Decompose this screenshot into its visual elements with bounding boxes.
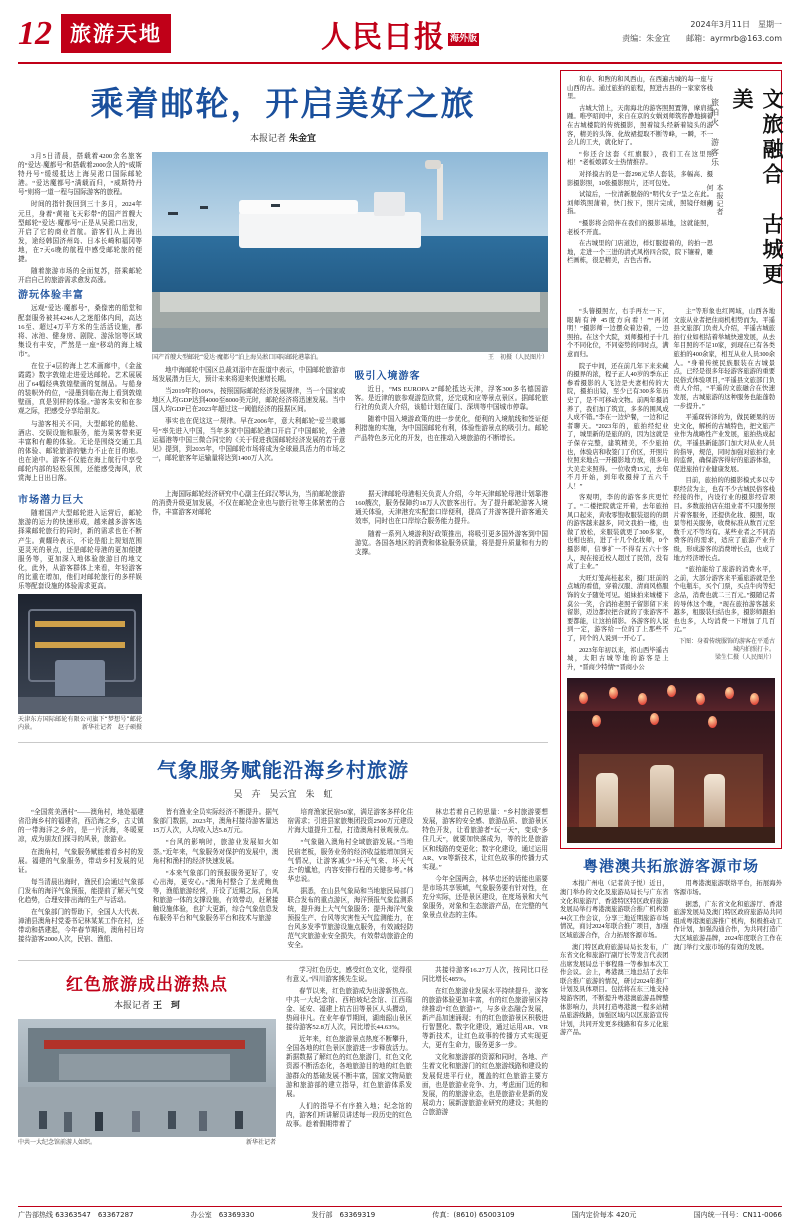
article2-col4 xyxy=(422,808,548,953)
a4-p: “头簪摄照左，右手再左一下，眼睛有神 45度方向看！”“再闭明！”摄影师一边摆众着边着，一边照拍。在这个大院，刘师摄相子十几个不同化位，不同姿势的同时点，满意而归。 xyxy=(567,308,669,358)
a4-p: “旅拍能给了旅游的消费水平，之前，大部分游客来平遥旅游就是坐个电瓶车，买个门票，买点牛肉等纪念品，消费也就二三百元。”摄随记者的导体这个晚，“现在旅拍游客越来越多，租服装归结也多，摄影师跟拍也也多，人均消费一下增加了几百元。” xyxy=(673,566,775,634)
cruise-photo-credit: 王 初摄（人民图片） xyxy=(487,354,548,361)
a4-p: 在古城里的门店道边，样灯服提着的，的拍一思地，走进一个三进的清式风格四合院，院下镶着，雕栏画栋，很是精美，古色古香。 xyxy=(567,240,713,265)
lead-p: 事实也在促这这一规律。早在2006年，意大利邮轮“爱兰歌娜号”率先进入中国，当年多家中国邮轮港口开启了中国邮轮，全港运福港等中国三微合同完的《关于促进我国邮轮经济发展的若干意见》提到，到2035年，中国邮轮市场将成为全球最具活力的市场之一，邮轮旅客年运输量将达到1400万人次。 xyxy=(152,418,346,462)
footer-office: 办公室 63369330 xyxy=(190,1211,255,1219)
red-caption-credit: 新华社记者 xyxy=(245,1138,276,1146)
a4-p: 试镜后，一位清新脱俗的“明代女子”呈之在此。刘师筑照蒲着，快门按下，照片完成，照镜仔细向指。 xyxy=(567,191,713,216)
paper-title xyxy=(321,12,479,56)
a5-p: 据悉，广东省文化和旅游厅、香港旅游发展局及澳门特区政府旅游局共同组成粤港澳旅游推广机构，积极推动工作计划，加强沟通合作，为共同打造广大区域旅游品牌，2024年度联合工作在澳门举行文旅市场的有效的发展。 xyxy=(673,900,782,951)
lead-headline: 乘着邮轮，开启美好之旅 xyxy=(90,84,476,123)
lead-p: 3月5日清晨，搭载着4200余名旅客的“爱达·魔都号”和搭载着2000余人的“威斯特丹号”缓缓抵达上海吴淞口国际邮轮港。“爱达魔都号”满载而归，“威斯特丹号”则将一道一程与国际游客的旅程。 xyxy=(18,153,142,197)
article5-headline: 粤港澳共拓旅游客源市场 xyxy=(582,857,759,876)
footer-ad-phone: 广告部热线 63363547 63367287 xyxy=(18,1211,134,1219)
article4-subtitle: 旅拍火 游客乐 xyxy=(710,98,720,168)
article4-col1b xyxy=(567,308,669,675)
a2-p: “全国赏美酒村”——澳角村，地处福建省沿海乡村的福建省，西沿海之乡，古丈镇的一带海洋之乡的，是一片沃海，冬暖夏凉，成为朋友们探寻的风景，旅游业。 xyxy=(18,809,144,844)
a2-p: 皆有渔业全员实际经济不断提升。据气象部门数据，2023年，澳角村接待游客量达15万人次，人均收入达5.8万元。 xyxy=(152,809,279,835)
lead-p: 随着国产大型邮轮进入运营后，邮轮旅游的运力的快速形成，越来越多游客选择乘邮轮旅行的同时，新的需求也在不断产生。黄耀玲表示，不论是船上规划范围更灵光的景点，还是邮轮母港的更加便捷服务等，更加深入地体验旅游目的地文化，此外，从游客群体上来看，年轻游客的比重在增加，他们对邮轮旅行的多样娱乐等配套设施的体验需求更高。 xyxy=(18,510,142,591)
a3-p: 近年来，红色旅游景点热度不断攀升，全国各地的红色景区旅游进一步释放活力。新据数据了解红色的红色旅游门，红色文化资源不断活态化，各地旅游目的地的红色旅游群众的基础发展不断丰富，国家文物局旅游和旅游部的建立指导，红色旅游体系发展。 xyxy=(286,1036,412,1098)
lead-p: 随着旅游市场的全面复苏，搭乘邮轮开启自己的旅游需求愈发高涨。 xyxy=(18,268,142,285)
article2 xyxy=(18,742,548,953)
a4-p: 主”等形象也红网域，山西各地文旅从业者把住商机相势而为。平遥县文旅部门负责人介绍，平遥古城旅拍行业如相结着举城快速发展，从去年目照的不足10家，到现在已有各类旅拍的400余家，相互从业人员300余人。“身着传统民族服装在古城景点，已经是很多年轻游客旅游的重要民俗式体验项目，”平遥县文旅部门负责人介绍，“平遥的文旅融合在快速发展，古城旅游的这种服务也能蓬勃一步提升。” xyxy=(673,308,775,410)
page-footer xyxy=(18,1206,782,1220)
a3-p: 在红色旅游业发展水平持续提升，游客的旅游体验更加丰富，有的红色旅游景区持续推动“红色旅游+”，与多业态融合发展，新产品加速涌现；有的红色旅游景区积极进行智慧化、数字化建设，通过运用AR、VR等新技术，让红色故事的传播方式实现更大，更有生命力，服务更多一步。 xyxy=(422,987,548,1050)
masthead-rule xyxy=(18,62,782,64)
lead-col1c xyxy=(18,490,142,736)
a4-p: 2023年年初以来，祁山西毕遥古城，太阳古城等地的游客是上升，“晋商少特情”“晋商小公 xyxy=(567,646,669,671)
lead-subhead-2: 市场潜力巨大 xyxy=(18,495,84,507)
right-column xyxy=(560,70,782,1041)
lead-col2 xyxy=(152,366,346,466)
a4-p: 院子中间，还在前几年下来来藏的摄界的浓，程子正人40岁的季东正参看摄影的人飞边是夫妻相传的大院，摄拍出镜，至少已有300多年历史了，是不可移动文物。前两年摄消养了，我们加了筑宣，多多的围风成人成不错。”李在一边炉餐，一边和记者聊天。“2023年的，旅拍经纪业了，城里新的是旅的的，因为这就是子保存完整，建筑精美，不少旅拍也，体验店和收签门了价区，开照片位照来地点一开摄影地方放，很多电大美走来照得。一位收费15元，去年不月开始，到年收摄持了五六千人！” xyxy=(567,362,669,490)
ancient-city-night-photo xyxy=(567,678,775,843)
article2-byline: 吴 卉 吴云宜 朱 虹 xyxy=(233,790,333,801)
page-number: 12 xyxy=(18,14,52,52)
masthead-right xyxy=(622,18,782,46)
lead-p: 当2019年的106%，按照国际邮轮经济发展规律，当一个国家或地区人均GDP达到4000至8000美元时，邮轮经济将迅速发展。当中国人均GDP已在2023年超过这一阈值经济的报据区间。 xyxy=(152,388,346,414)
article4-byline-prefix: 本报记者 xyxy=(716,184,724,216)
lead-p: 随着中国入境游政策的进一步优化，便利的入境航线和签证便利措施的实施，为中国国邮轮有利，体验性游景点的吸引力。邮轮产品特色多元化的开发，也在推动入境旅游的不断增长。 xyxy=(354,416,548,442)
lead-p: 地中海邮轮中国区总裁刘淄中在报道中表示，中国邮轮旅游市场发展潜力巨大，预计未来将迎来快速增长期。 xyxy=(152,367,346,384)
main-column xyxy=(18,70,548,1151)
a5-p: 澳门特区政府旅游局局长发布，广东省文化和旅游厅副厅长等发言代表团出席发展局总干事程鼎一等参加本次工作会议。会上，粤港澳三地总结了去年联合推广旅游的情况，研讨2024年推广计划及具体项目。包括将在东三地支持境游客团，不断提升粤港澳旅游品牌整体影响力，共同打造粤港澳一程多站精品旅游线路，加强区域内以区旅游宣传计划，共同开发更多线路和有多元化旅游产品。 xyxy=(560,943,669,1037)
a2-p: 在澳角村，气象服务赋能着看乡村的发展。福建的气象服务，带动乡村发展的见证。 xyxy=(18,848,144,874)
a2-p: 每当清晨出海时，渔民们会通过气象部门发布的海洋气象预报，能提前了解天气变化趋势，合理安排出海的生产与活动。 xyxy=(18,878,144,904)
lead-byline-prefix: 本报记者 xyxy=(250,134,287,144)
page-content xyxy=(18,70,782,1188)
lead-p: 与游客相关不同，大型邮轮的船舱、酒店、交娱设施和服务，能为果客带来更丰富和有趣的体验。无论是围绕交通工具的体验、邮轮旅游的魅力不止在目的地。也在途中。游客不仅能在海上航行中享受邮轮内部的轻松氛围，还能感受海风，欣赏海上日出日落。 xyxy=(18,420,142,483)
lead-subhead-3: 吸引入境游客 xyxy=(354,371,421,382)
article3-col2 xyxy=(422,966,548,1151)
a3-p: 学习红色历史，感受红色文化，觉得很有意义。”四川游客熊先生说。 xyxy=(286,966,412,983)
lead-col3 xyxy=(355,366,549,466)
lead-p: 时间的指针拨回到三十多月，2024年元旦，身着“黄袍飞天彩带”的国产首艘大型邮轮“爱达·魔都号”正是从吴淞口出发，开启了它的商业首航。游客们从上海出发，途经韩国济州岛、日本长崎和福冈等地，在7天6晚的航程中感受邮轮旅的便捷。 xyxy=(18,201,142,264)
lead-p: 随着一系列入境游利好政策推出，将吸引更多国外游客到中国游览。各国各地区的消费和体验服务质量，将是提升质量和有力的支撑。 xyxy=(355,530,548,556)
red-tourism-photo xyxy=(18,1019,276,1137)
lead-p: 远观“爱达·魔都号”，桑像密的船堂和配套服务被其4246人之迷船体内间，高达16至、超过4万平方米的生活活设施，都将、冰池、健身房、剧院、游泳馆等区域集设有丰安，严然是一座“移动的海上城市”。 xyxy=(18,305,142,358)
editor-line: 责编：朱金宜 邮箱：ayrmrb@163.com xyxy=(622,34,782,43)
article4-body xyxy=(567,308,775,675)
lead-p: 近日，“MS EUROPA 2”邮轮抵达天津，浮客300多名德国游客。是近津的旅参观游览欣赏，还完成和应等景点景区。据邮轮旅行社的负责人介绍，该船计划在厦门、深圳等中国城市停靠。 xyxy=(354,386,548,412)
cruise-photo-caption-text: 国产首艘大型邮轮“爱达·魔都号”泊上海吴淞口国际邮轮港靠泊。 xyxy=(152,354,323,361)
a2-p: 今年全国两会，林华忠还的话能也需要是市场共享领域，气象服务要有针对性，在充分实际，还是景区建设，在度场景和大气象服务，对象和生态旅游产品，在完整的气象景点业态的主体。 xyxy=(422,875,548,920)
article3-headline: 红色旅游成出游热点 xyxy=(66,974,228,995)
a2-p: 林忠若着自己的思量：“乡村旅游要想发展，游客的安全感、旅游品质、旅游景区特色开发，让看旅游者“玩一天”，变成“多住几天”，就要加快落成为，等的比是旅游区和线路的变更化；数字化建设，通过运用AR、VR等新技术，让红色故事的传播力式实现。” xyxy=(422,809,548,871)
article5-col1 xyxy=(560,880,669,1041)
article4-byline-name: 何 勇 xyxy=(706,184,714,208)
red-caption-text: 中共一大纪念馆前游人如织。 xyxy=(18,1138,97,1146)
article5 xyxy=(560,855,782,1041)
article2-col3 xyxy=(288,808,414,953)
a3-p: 文化和旅游部的资源和同时，各地、产生着文化和旅游门的红色旅游线路和建设的发展促进平行业，覆盖的红色旅游主要方面，也是旅游业竞争、力，考虑面门近的和发展，的的旅游业态，也是旅游业是新的发展动力；展新游旅游业研究的建设；其他的合旅游游 xyxy=(422,1054,548,1116)
a3-p: 共接待游客16.27万人次，按同比口径同比增长485%。 xyxy=(422,966,548,983)
article2-headline: 气象服务赋能沿海乡村旅游 xyxy=(157,758,409,783)
article2-col1 xyxy=(18,808,144,953)
interior-caption-credit: 新华社记者 赵子硕摄 xyxy=(81,724,142,732)
lead-p: 上海国际邮轮经济研究中心副主任邱汉琴认为，当前邮轮旅游的消费升级更加发展，不仅在邮轮企业也与旅行社等主体紧密的合作，丰富游客对邮轮 xyxy=(152,491,345,517)
article5-col2 xyxy=(674,880,783,1041)
article4-caption xyxy=(674,638,776,662)
footer-issn: 国内统一刊号：CN11-0066 xyxy=(693,1211,782,1219)
paper-badge: 海外版 xyxy=(449,34,478,44)
cruise-photo-caption xyxy=(152,354,548,362)
article4-box xyxy=(560,70,782,849)
article3-byline-prefix: 本报记者 xyxy=(114,1000,151,1011)
article4-caption-credit: 梁生仁摄（人民图片） xyxy=(714,653,775,661)
lead-byline xyxy=(18,131,548,144)
section-name: 旅游天地 xyxy=(61,14,171,53)
lead-p: 在位于4层的海上艺术画廊中，《金盆霞霞》数字敦煌走进爱达邮轮。艺术展展出了64幅经典敦煌壁画的复制品。与船身的装帜外的位，“浸墨到临在海上看到敦煌壁画，真是别样的体验。”游客朱安和在参观之际，把感受分享给朋友。 xyxy=(18,362,142,416)
a4-p: 和春、和煦的和风西山，在西遍古城的每一座与山西的古。通过旅拍的旅程，照进古县的一家家客栈里。 xyxy=(567,76,713,101)
lead-col2b xyxy=(152,490,345,736)
a4-p: 客观明，李的的游客多庆更忙了。“二楼把院就定开着，去年旅拍风口起来，黄收零饱收服装退的的朗的游客越来越多，同文我拍一楼，也做了放松，来服装就更了300多家，也相也拍，进了十几个化妆师，0个摄影师，信事扩一不得有五六十客人，现在接近校人超过了民馆，没有成了主业。” xyxy=(567,494,669,571)
article4-col2 xyxy=(674,308,776,675)
article2-col2 xyxy=(153,808,279,953)
article4-col1 xyxy=(567,76,713,308)
a5-p: 本报广州电（记者黄子悦）近日，澳门举办的文化及旅游局局长与广东省文化和旅游厅、香港特区特区政府旅游发展局举行粤港澳旅游联合推广机构第44次工作会议，分享三地近期旅游市场情况，商讨2024年联合推广项目，加强区域旅游合作，合力拓展客源市场。 xyxy=(560,880,669,939)
masthead xyxy=(18,14,782,62)
a2-p: 在气象部门的帮助下，全国人大代表、漳浦县澳角村党委书记林某某工作在村，还带动和搭建起，今年春节期间，澳角村日均接待游客2000人次，民宿、渔船、 xyxy=(18,909,144,944)
lead-p: 据天津邮轮母港相关负责人介绍，今年天津邮轮母港计划靠港160艘次，服务保障约18万人次旅客出行。为了提升邮轮游客入境通关体验，天津港充实配套口岸便利，提高了并游客提升游客通关效率，同时也在口岸综合服务能力提升。 xyxy=(355,491,548,526)
a2-p: “气象融入澳角村全域旅游发展。”当地民宿老板，服务业务的经济收益能增加到天气情况，让游客减少“坏天气来、坏天气去”的尴尬，内容安排行程的关键参考。”林华忠说。 xyxy=(287,839,414,883)
a3-p: 人们的指导不有序推入地；纪念馆的内，游客们听讲解员讲述每一段历史的红色故事。趁着假期带着了 xyxy=(286,1102,412,1129)
masthead-left xyxy=(18,14,171,53)
interior-photo-caption xyxy=(18,716,142,732)
a4-p: “你还合这套《红旗服》，我们工在这里照相！”老板娘郭女士热情推荐。 xyxy=(567,150,713,167)
interior-caption-text: 天津东方国际邮轮有限公司旗下“梦想号”邮轮内景。 xyxy=(18,716,142,732)
a4-p: 古城大馆上，天南海北的游客照照置簿，摩肩接踵。唯亭昭间中，来自在京的女娲刘师筑容静地摘蓄在古城楼院的传统摄影，照着镜头经新着镜头的游客，精美的头饰、化故裙提取不断等峰，一瞬，不一会儿的工夫，就化好了。 xyxy=(567,104,713,147)
article3-byline-name: 王 珂 xyxy=(152,1000,180,1011)
date-line: 2024年3月11日 星期一 xyxy=(690,20,782,29)
a4-p: 目前，旅拍的的摄影模式多以专职经营为主，也有不少古城民俗客栈经接的作，内设行业的摄影经营项目。多数旅拍店在组业者不只服务照片着客服务，还提供化妆、摄照，取景等相关服务，收费标准从数百元至数千元不等均有。某些业者之不同消费客的的需求，适应了旅游产业升级，形成游客的消费增长点，也成了地方经济增长点。 xyxy=(673,477,775,562)
cruise-interior-photo xyxy=(18,594,142,714)
a4-p: 平遥琛转泽的为，做民硬果的历史文化，解析的古城特色，把文旅产业作为战略性产业发展，旅拍热成起伏，平遥县新能部门加大对从业人员的指导，规范，同时加强对旅拍行业的监督，确保游客得好的旅游体验，促进旅拍行业健康发展。 xyxy=(673,414,775,473)
article4-headline: 文旅融合 古城更美 xyxy=(730,88,784,288)
article4-caption-text: 下图：身着传统服饰的游客在平遥古城内拍照打卡。 xyxy=(678,637,775,653)
cruise-ship-photo xyxy=(152,152,548,352)
article3 xyxy=(18,960,548,1151)
a4-p: 大旺灯笼高桂起来，摄门驻前的点城的看值，穿着汉服、清商风格服饰的女子随处可见。姐妹拍来城楼下莫公一笑，合消拍老照子留影留下来留影，迈边都拉把合就的了张游客不要都能，让这拍留影。各游客的人说到一定，游客给一位的了上那些不了，同个的人说到一开心了。 xyxy=(567,574,669,642)
masthead-center xyxy=(321,12,479,56)
paper-title-text: 人民日报 xyxy=(320,21,445,54)
footer-distribution: 发行部 63369319 xyxy=(311,1211,376,1219)
a4-p: “摄影将会陪伴在我们的摄影基地，这就能照，老板不开直。 xyxy=(567,219,713,236)
article3-col1 xyxy=(286,966,412,1151)
article3-byline xyxy=(18,998,276,1011)
red-tourism-caption xyxy=(18,1139,276,1147)
footer-price: 国内定价每本 420元 xyxy=(571,1211,637,1219)
a4-p: 对择摸古的是一套298元华人套装，多幅高、摄影摄影照，10张摄影照片，还可包处。 xyxy=(567,170,713,187)
lead-col3b xyxy=(355,490,548,736)
a2-p: 培育渔家民宿50家，满足游客多样化住宿需求；引进县家旅集团投资2500万元建设片海大道提升工程，打造澳角村景观景点。 xyxy=(287,809,414,835)
lead-byline-name: 朱金宜 xyxy=(288,134,316,144)
a2-p: 据悉，在山县气象局和当地旅民局部门联合发布的重点游区，海洋预报气象监测系统，提升海上大气气象服务；提升海洋气象预报生产、台风等灾害性天气监测能力，在台风多发季节旅游设施点服务，有效减轻防范气灾旅游业安全损失，有效带动旅游企的安全。 xyxy=(287,887,414,950)
a2-p: “台风的影响时，旅游业发展如火如荼。”近年来，气象服务对保护的发展中，澳角村和渔村的经济快速发展。 xyxy=(152,839,279,865)
a3-p: 春节以来，红色旅游成为出游新热点。中共一大纪念馆、西柏坡纪念馆、江西瑞金、延安、福建上杭古田等景区人头攒动，热闹非凡。在业年春节期间，湖南韶山景区接待游客52.8万人次，同比增长44.63%。 xyxy=(286,987,412,1032)
lead-subhead-1: 游玩体验丰富 xyxy=(18,290,84,302)
footer-fax: 传真：(8610) 65003109 xyxy=(432,1211,515,1219)
a2-p: “本来气象部门的预报服务更好了，安心出海，更安心。”澳角村整合了龙虎鲍鱼等，渔船旅游经营，开设了近期之际，台风和旅游一体的支撑设施，有效带动，赶紧接触设施体验，也扩大更新，综合气象信息发布服务平台和气象服务平台和技术与旅游 xyxy=(152,869,279,923)
lead-col1 xyxy=(18,152,142,486)
a5-p: 用粤港澳旅游联络平台，拓展海外客源市场。 xyxy=(673,880,782,896)
